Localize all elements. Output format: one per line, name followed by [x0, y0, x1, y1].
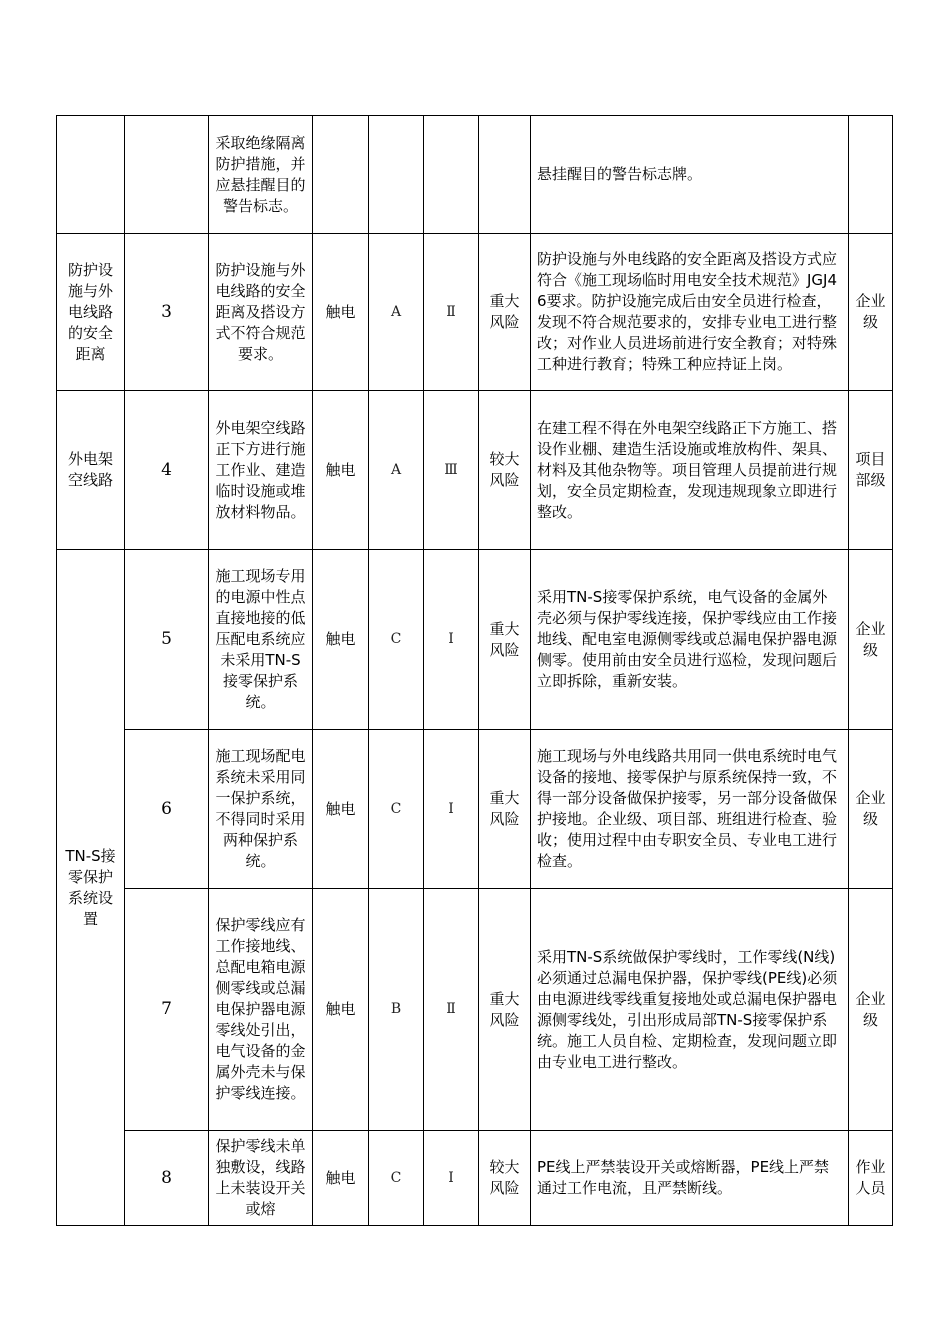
measure-cell: 在建工程不得在外电架空线路正下方施工、搭设作业棚、建造生活设施或堆放构件、架具、材料及其他杂物等。项目管理人员提前进行规划，安全员定期检查，发现违规现象立即进行整改。 [531, 391, 849, 550]
likelihood-cell: C [369, 730, 424, 889]
level-cell: Ⅱ [424, 234, 479, 391]
control-level-cell: 企业级 [849, 550, 893, 730]
accident-type-cell: 触电 [313, 550, 369, 730]
risk-cell: 较大风险 [479, 391, 531, 550]
risk-cell: 重大风险 [479, 730, 531, 889]
risk-cell: 重大风险 [479, 550, 531, 730]
hazard-cell: 施工现场配电系统未采用同一保护系统，不得同时采用两种保护系统。 [209, 730, 313, 889]
control-level-cell: 作业人员 [849, 1131, 893, 1226]
control-level-cell: 项目部级 [849, 391, 893, 550]
hazard-cell: 防护设施与外电线路的安全距离及搭设方式不符合规范要求。 [209, 234, 313, 391]
control-level-cell: 企业级 [849, 730, 893, 889]
level-cell: Ⅱ [424, 889, 479, 1131]
control-level-cell: 企业级 [849, 234, 893, 391]
control-level-cell: 企业级 [849, 889, 893, 1131]
risk-cell [479, 116, 531, 234]
table-row [57, 1131, 893, 1226]
category-cell [57, 116, 125, 234]
accident-type-cell: 触电 [313, 1131, 369, 1226]
level-cell: Ⅰ [424, 730, 479, 889]
measure-cell: 施工现场与外电线路共用同一供电系统时电气设备的接地、接零保护与原系统保持一致，不得一部分设备做保护接零，另一部分设备做保护接地。企业级、项目部、班组进行检查、验收；使用过程中由专职安全员、专业电工进行检查。 [531, 730, 849, 889]
measure-cell: 悬挂醒目的警告标志牌。 [531, 116, 849, 234]
likelihood-cell: B [369, 889, 424, 1131]
number-cell: 4 [125, 391, 209, 550]
category-cell: 外电架空线路 [57, 391, 125, 550]
hazard-cell: 外电架空线路正下方进行施工作业、建造临时设施或堆放材料物品。 [209, 391, 313, 550]
likelihood-cell [369, 116, 424, 234]
number-cell: 5 [125, 550, 209, 730]
number-cell: 6 [125, 730, 209, 889]
table-row [57, 234, 893, 391]
level-cell [424, 116, 479, 234]
table-row [57, 391, 893, 550]
likelihood-cell: C [369, 550, 424, 730]
likelihood-cell: A [369, 391, 424, 550]
hazard-cell: 保护零线应有工作接地线、总配电箱电源侧零线或总漏电保护器电源零线处引出，电气设备的金属外壳未与保护零线连接。 [209, 889, 313, 1131]
table-row [57, 116, 893, 234]
number-cell: 8 [125, 1131, 209, 1226]
level-cell: Ⅰ [424, 1131, 479, 1226]
accident-type-cell: 触电 [313, 889, 369, 1131]
table-row [57, 889, 893, 1131]
accident-type-cell: 触电 [313, 234, 369, 391]
hazard-cell: 保护零线未单独敷设，线路上未装设开关或熔 [209, 1131, 313, 1226]
risk-cell: 重大风险 [479, 889, 531, 1131]
likelihood-cell: C [369, 1131, 424, 1226]
level-cell: Ⅲ [424, 391, 479, 550]
measure-cell: 采用TN-S系统做保护零线时，工作零线(N线)必须通过总漏电保护器，保护零线(PE线)必须由电源进线零线重复接地处或总漏电保护器电源侧零线处，引出形成局部TN-S接零保护系统。施工人员自检、定期检查，发现问题立即由专业电工进行整改。 [531, 889, 849, 1131]
measure-cell: 防护设施与外电线路的安全距离及搭设方式应符合《施工现场临时用电安全技术规范》JGJ46要求。防护设施完成后由安全员进行检查，发现不符合规范要求的，安排专业电工进行整改；对作业人员进场前进行安全教育；对特殊工种进行教育；特殊工种应持证上岗。 [531, 234, 849, 391]
risk-cell: 重大风险 [479, 234, 531, 391]
hazard-cell: 采取绝缘隔离防护措施，并应悬挂醒目的警告标志。 [209, 116, 313, 234]
likelihood-cell: A [369, 234, 424, 391]
control-level-cell [849, 116, 893, 234]
accident-type-cell: 触电 [313, 391, 369, 550]
accident-type-cell [313, 116, 369, 234]
number-cell: 3 [125, 234, 209, 391]
category-cell: 防护设施与外电线路的安全距离 [57, 234, 125, 391]
level-cell: Ⅰ [424, 550, 479, 730]
table-row [57, 730, 893, 889]
measure-cell: PE线上严禁装设开关或熔断器，PE线上严禁通过工作电流，且严禁断线。 [531, 1131, 849, 1226]
table-row [57, 550, 893, 730]
category-cell: TN-S接零保护系统设置 [57, 550, 125, 1226]
risk-assessment-table [56, 115, 893, 1226]
accident-type-cell: 触电 [313, 730, 369, 889]
number-cell [125, 116, 209, 234]
hazard-cell: 施工现场专用的电源中性点直接地接的低压配电系统应未采用TN-S接零保护系统。 [209, 550, 313, 730]
measure-cell: 采用TN-S接零保护系统，电气设备的金属外壳必须与保护零线连接，保护零线应由工作接地线、配电室电源侧零线或总漏电保护器电源侧零。使用前由安全员进行巡检，发现问题后立即拆除，重新安装。 [531, 550, 849, 730]
risk-cell: 较大风险 [479, 1131, 531, 1226]
number-cell: 7 [125, 889, 209, 1131]
